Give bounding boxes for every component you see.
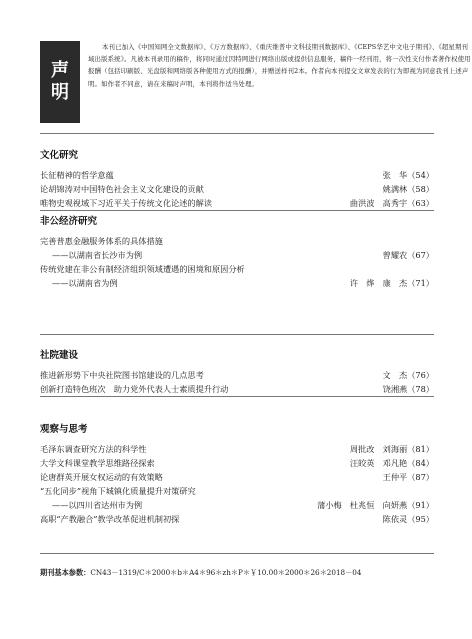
article-title: 传统党建在非公有制经济组织领域遭遇的困境和原因分析: [40, 264, 245, 274]
article-author-page: 汪皎英 邓凡艳（84）: [349, 458, 434, 468]
article-title: 论胡锦涛对中国特色社会主义文化建设的贡献: [40, 184, 204, 194]
article-author-page: 曲洪波 高秀宇（63）: [349, 198, 434, 208]
toc-entry-subtitle[interactable]: [40, 276, 434, 290]
toc-entry[interactable]: [40, 470, 434, 484]
copyright-statement: [40, 41, 471, 123]
toc-entry[interactable]: [40, 182, 434, 196]
article-title: 长征精神的哲学意蕴: [40, 170, 114, 180]
article-author-page: 许 烨 康 杰（71）: [349, 278, 434, 288]
toc-entry[interactable]: [40, 484, 434, 498]
article-author-page: 张 华（54）: [382, 170, 434, 180]
section-observation: [40, 424, 434, 526]
article-title: 论唐群英开展女权运动的有效策略: [40, 472, 163, 482]
statement-badge: [40, 41, 80, 123]
divider: [40, 210, 434, 211]
article-author-page: 文 杰（76）: [382, 370, 434, 380]
toc-entry[interactable]: [40, 196, 434, 210]
article-author-page: 陈依灵（95）: [382, 514, 434, 524]
article-author-page: 曾耀农（67）: [382, 250, 434, 260]
toc-entry-subtitle[interactable]: [40, 248, 434, 262]
statement-badge-char: 声: [51, 60, 69, 81]
divider: [40, 133, 434, 134]
parameters-value: CN43－1319/C＊2000＊b＊A4＊96＊zh＊P＊￥10.00＊2000＊26＊2018－04: [90, 568, 362, 577]
article-author-page: 周批改 刘海丽（81）: [349, 444, 434, 454]
section-culture: [40, 150, 434, 210]
statement-text: 本刊已加入《中国知网全文数据库》、《万方数据库》、《重庆维普中文科技期刊数据库》、《CEPS华艺中文电子期刊》、《超星期刊域出版系统》。凡被本刊录用的稿件，将同时通过因特网进行网络出版或提供信息服务，稿件一经刊用，将一次性支付作者著作权使用报酬（包括印刷版、光盘版和网络版各种使用方式的报酬），并赠送样刊2本。作者向本刊提交文章发表的行为即视为同意我刊上述声明。如作者不同意，请在来稿时声明，本刊将作适当处理。: [88, 43, 471, 88]
article-author-page: 王仲平（87）: [382, 472, 434, 482]
toc-entry[interactable]: [40, 168, 434, 182]
article-title: 完善普惠金融服务体系的具体措施: [40, 236, 163, 246]
article-author-page: 饶湘燕（78）: [382, 384, 434, 394]
article-title: 唯物史观视域下习近平关于传统文化论述的解读: [40, 198, 212, 208]
article-title: “五化同步”视角下城镇化质量提升对策研究: [40, 486, 196, 496]
toc-entry[interactable]: [40, 382, 434, 396]
article-title: 创新打造特色班次 助力党外代表人士素质提升行动: [40, 384, 229, 394]
article-author-page: 姚满林（58）: [382, 184, 434, 194]
divider: [40, 396, 434, 397]
article-subtitle: ——以湖南省长沙市为例: [52, 250, 143, 260]
article-author-page: 蒲小梅 杜兆恒 向妍燕（91）: [317, 500, 434, 510]
toc-entry[interactable]: [40, 368, 434, 382]
toc-entry[interactable]: [40, 456, 434, 470]
section-institute-building: [40, 350, 434, 396]
section-nonpublic-economy: [40, 216, 434, 290]
divider: [40, 334, 434, 335]
section-title: 社院建设: [40, 350, 79, 361]
article-title: 推进新形势下中央社院图书馆建设的几点思考: [40, 370, 204, 380]
divider: [40, 553, 434, 554]
toc-entry[interactable]: [40, 262, 434, 276]
section-title: 文化研究: [40, 150, 79, 161]
article-subtitle: ——以湖南省为例: [52, 278, 118, 288]
parameters-label: 期刊基本参数：: [40, 568, 91, 577]
toc-entry-subtitle[interactable]: [40, 498, 434, 512]
statement-badge-char: 明: [51, 82, 69, 103]
toc-entry[interactable]: [40, 442, 434, 456]
article-title: 毛泽东调查研究方法的科学性: [40, 444, 147, 454]
section-title: 观察与思考: [40, 424, 88, 435]
article-subtitle: ——以四川省达州市为例: [52, 500, 143, 510]
journal-parameters: [40, 567, 434, 579]
toc-entry[interactable]: [40, 512, 434, 526]
article-title: 高职“产教融合”教学改革促进机制初探: [40, 514, 180, 524]
toc-entry[interactable]: [40, 234, 434, 248]
section-title: 非公经济研究: [40, 216, 98, 227]
article-title: 大学文科课堂教学思维路径探索: [40, 458, 155, 468]
